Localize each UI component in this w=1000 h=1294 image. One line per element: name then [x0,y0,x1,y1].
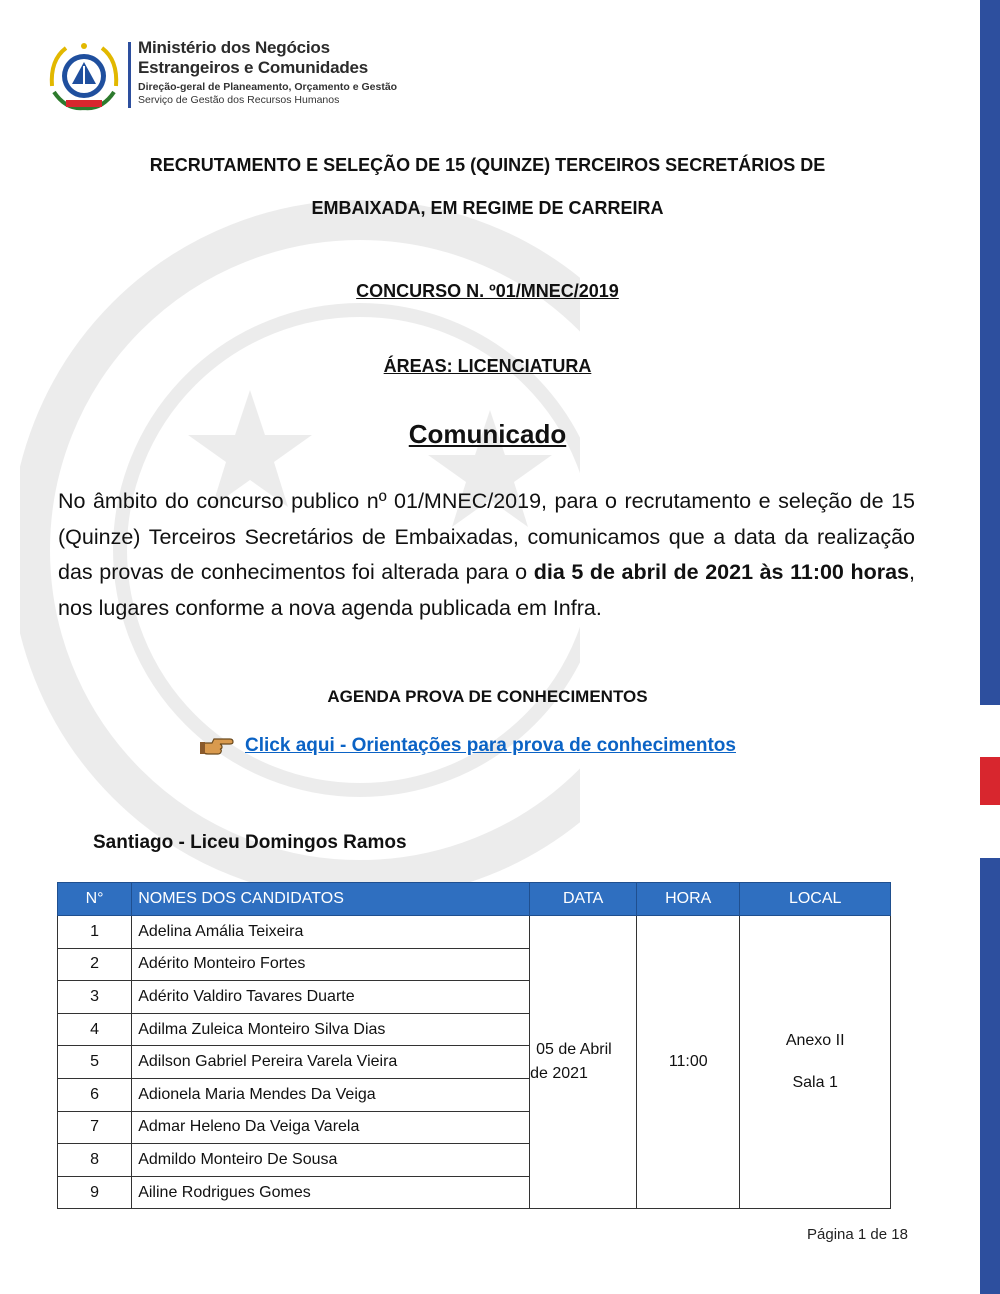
row-number: 4 [58,1013,132,1046]
candidate-name: Adérito Monteiro Fortes [132,948,530,981]
paragraph-date-highlight: dia 5 de abril de 2021 às 11:00 horas [533,560,910,584]
row-number: 9 [58,1176,132,1209]
candidate-name: Adilma Zuleica Monteiro Silva Dias [132,1013,530,1046]
orientations-link-row[interactable] [200,735,736,757]
location-annex: Anexo II [785,1032,845,1050]
row-number: 8 [58,1144,132,1177]
candidates-table [57,882,891,1209]
concurso-number: CONCURSO N. º01/MNEC/2019 [356,281,619,301]
agenda-heading: AGENDA PROVA DE CONHECIMENTOS [327,687,648,706]
edge-bar-blue-top [980,0,1000,705]
paragraph-part1: No âmbito do concurso publico nº 01/MNEC/2019, para o recrutamento e seleção de 15 (Quinze) Terceiros Secretários de Embaixadas, comunicamos que a data da realização das provas de conhecimentos foi alterada para o [58,489,915,584]
page-number: Página 1 de 18 [807,1226,908,1243]
row-number: 1 [58,916,132,949]
orientations-link[interactable]: Click aqui - Orientações para prova de conhecimentos [245,735,736,756]
table-row [58,916,891,949]
title-line1: RECRUTAMENTO E SELEÇÃO DE 15 (QUINZE) TERCEIROS SECRETÁRIOS DE [149,155,826,175]
row-number: 5 [58,1046,132,1079]
row-number: 7 [58,1111,132,1144]
edge-bar-blue-bottom [980,858,1000,1294]
candidate-name: Adionela Maria Mendes Da Veiga [132,1078,530,1111]
paragraph-part2: , nos lugares conforme a nova agenda publicada em Infra. [58,560,915,620]
exam-date-cell [530,916,637,1209]
location-room: Sala 1 [792,1074,838,1092]
header-local: LOCAL [740,883,891,916]
candidate-name: Adérito Valdiro Tavares Duarte [132,981,530,1014]
edge-bar-red [980,757,1000,805]
header-divider [128,42,131,108]
exam-location-cell [740,916,891,1209]
areas-heading: ÁREAS: LICENCIATURA [383,356,592,376]
candidate-name: Adelina Amália Teixeira [132,916,530,949]
candidate-name: Admildo Monteiro De Sousa [132,1144,530,1177]
candidate-name: Adilson Gabriel Pereira Varela Vieira [132,1046,530,1079]
section-title-santiago: Santiago - Liceu Domingos Ramos [93,832,407,853]
candidate-name: Ailine Rodrigues Gomes [132,1176,530,1209]
row-number: 6 [58,1078,132,1111]
announcement-paragraph [58,484,915,626]
exam-date-line1: 05 de Abril [536,1041,612,1059]
ministry-header [138,38,397,107]
title-line2: EMBAIXADA, EM REGIME DE CARREIRA [311,198,664,218]
exam-time-cell: 11:00 [637,916,740,1209]
coat-of-arms-logo [46,40,122,116]
directorate-name: Direção-geral de Planeamento, Orçamento e Gestão [138,81,398,93]
header-names: NOMES DOS CANDIDATOS [132,883,530,916]
header-hora: HORA [637,883,740,916]
table-header-row [58,883,891,916]
candidate-name: Admar Heleno Da Veiga Varela [132,1111,530,1144]
row-number: 2 [58,948,132,981]
header-num: N° [58,883,132,916]
row-number: 3 [58,981,132,1014]
header-date: DATA [530,883,637,916]
ministry-name-line2: Estrangeiros e Comunidades [138,58,369,77]
service-name: Serviço de Gestão dos Recursos Humanos [138,94,340,106]
exam-date-line2: de 2021 [530,1065,588,1083]
pointing-hand-icon [200,735,234,757]
comunicado-heading: Comunicado [408,419,567,449]
ministry-name-line1: Ministério dos Negócios [138,38,330,57]
